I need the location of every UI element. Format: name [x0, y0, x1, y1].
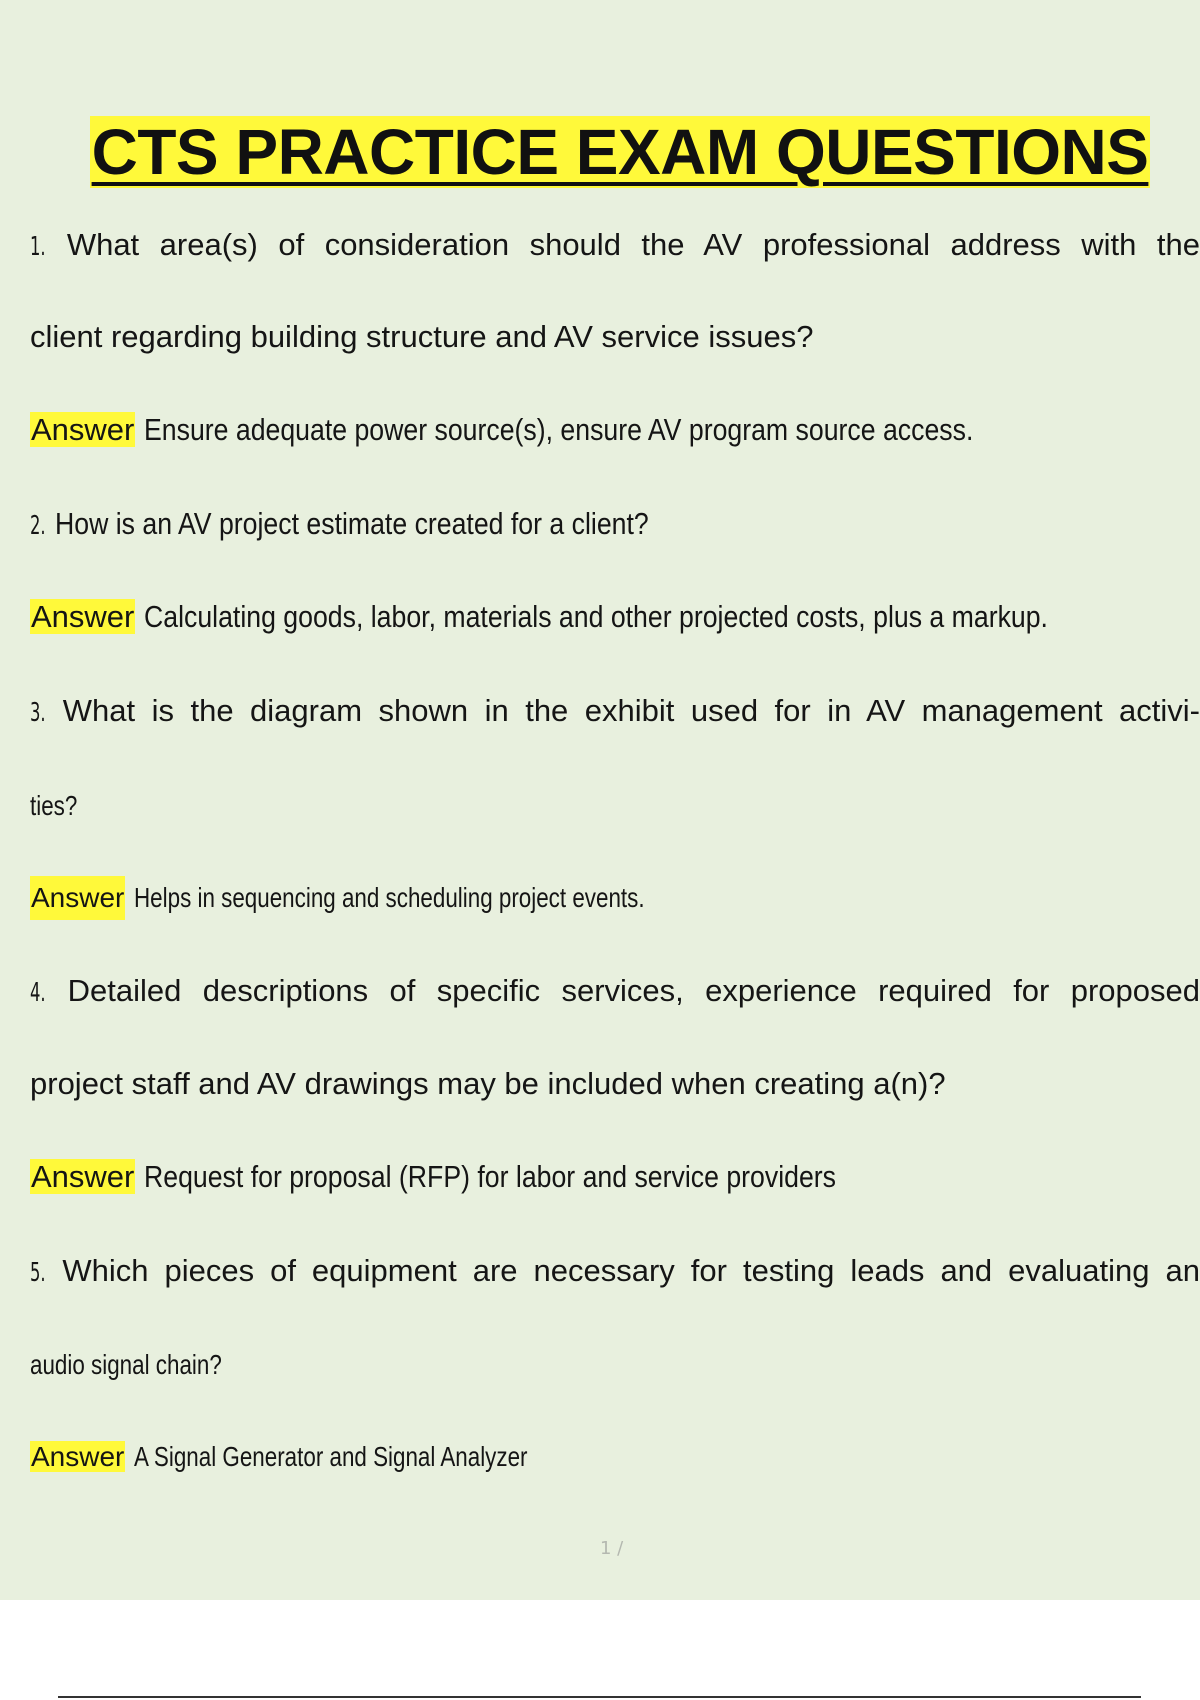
question-2-number: 2.: [30, 511, 46, 541]
question-1-number: 1.: [30, 232, 46, 262]
question-3-number: 3.: [30, 698, 46, 728]
answer-5-label: Answer: [31, 1441, 125, 1472]
answer-1-text: Ensure adequate power source(s), ensure AV program source access.: [144, 412, 974, 447]
answer-3-label: Answer: [30, 876, 125, 920]
question-1-line-1: [30, 223, 1200, 269]
question-1-line-2: [30, 315, 1200, 359]
document-title: [0, 112, 1200, 192]
question-5-number: 5.: [30, 1258, 46, 1288]
question-5-line-2: [30, 1342, 1200, 1387]
question-1-text-line-1: What area(s) of consideration should the AV professional address with the: [66, 227, 1200, 262]
answer-4-label: Answer: [31, 1159, 135, 1194]
question-3-text-line-1: What is the diagram shown in the exhibit used for in AV management activi-: [62, 693, 1200, 728]
document-title-text: CTS PRACTICE EXAM QUESTIONS: [91, 116, 1149, 188]
question-2-text-line-1: How is an AV project estimate created for a client?: [54, 506, 649, 541]
question-1-text-line-2: client regarding building structure and AV service issues?: [30, 319, 814, 354]
question-5-text-line-1: Which pieces of equipment are necessary for testing leads and evaluating an: [62, 1253, 1200, 1288]
answer-1-label: Answer: [31, 412, 135, 447]
page-number-mark: 1 /: [600, 1538, 624, 1559]
question-4-text-line-2: project staff and AV drawings may be included when creating a(n)?: [30, 1066, 946, 1101]
question-4-line-1: [30, 969, 1200, 1015]
answer-2-text: Calculating goods, labor, materials and other projected costs, plus a markup.: [144, 599, 1048, 634]
answer-3: [30, 875, 1200, 920]
question-3-text-line-2: ties?: [30, 790, 78, 821]
question-4-line-2: [30, 1062, 1200, 1106]
answer-5-text: A Signal Generator and Signal Analyzer: [134, 1441, 528, 1472]
answer-4-text: Request for proposal (RFP) for labor and service providers: [144, 1159, 836, 1194]
answer-2: [30, 595, 1200, 639]
answer-5: [30, 1434, 1200, 1479]
answer-3-text: Helps in sequencing and scheduling project events.: [134, 882, 645, 913]
question-5-line-1: [30, 1249, 1200, 1295]
question-2-line-1: [30, 502, 1200, 548]
question-3-line-2: [30, 783, 1200, 828]
answer-2-label: Answer: [31, 599, 135, 634]
question-3-line-1: [30, 689, 1200, 735]
answer-4: [30, 1155, 1200, 1199]
question-4-text-line-1: Detailed descriptions of specific services, experience required for proposed: [67, 973, 1200, 1008]
answer-1: [30, 408, 1200, 452]
bottom-divider: [58, 1696, 1141, 1698]
question-4-number: 4.: [30, 978, 46, 1008]
question-5-text-line-2: audio signal chain?: [30, 1349, 222, 1380]
